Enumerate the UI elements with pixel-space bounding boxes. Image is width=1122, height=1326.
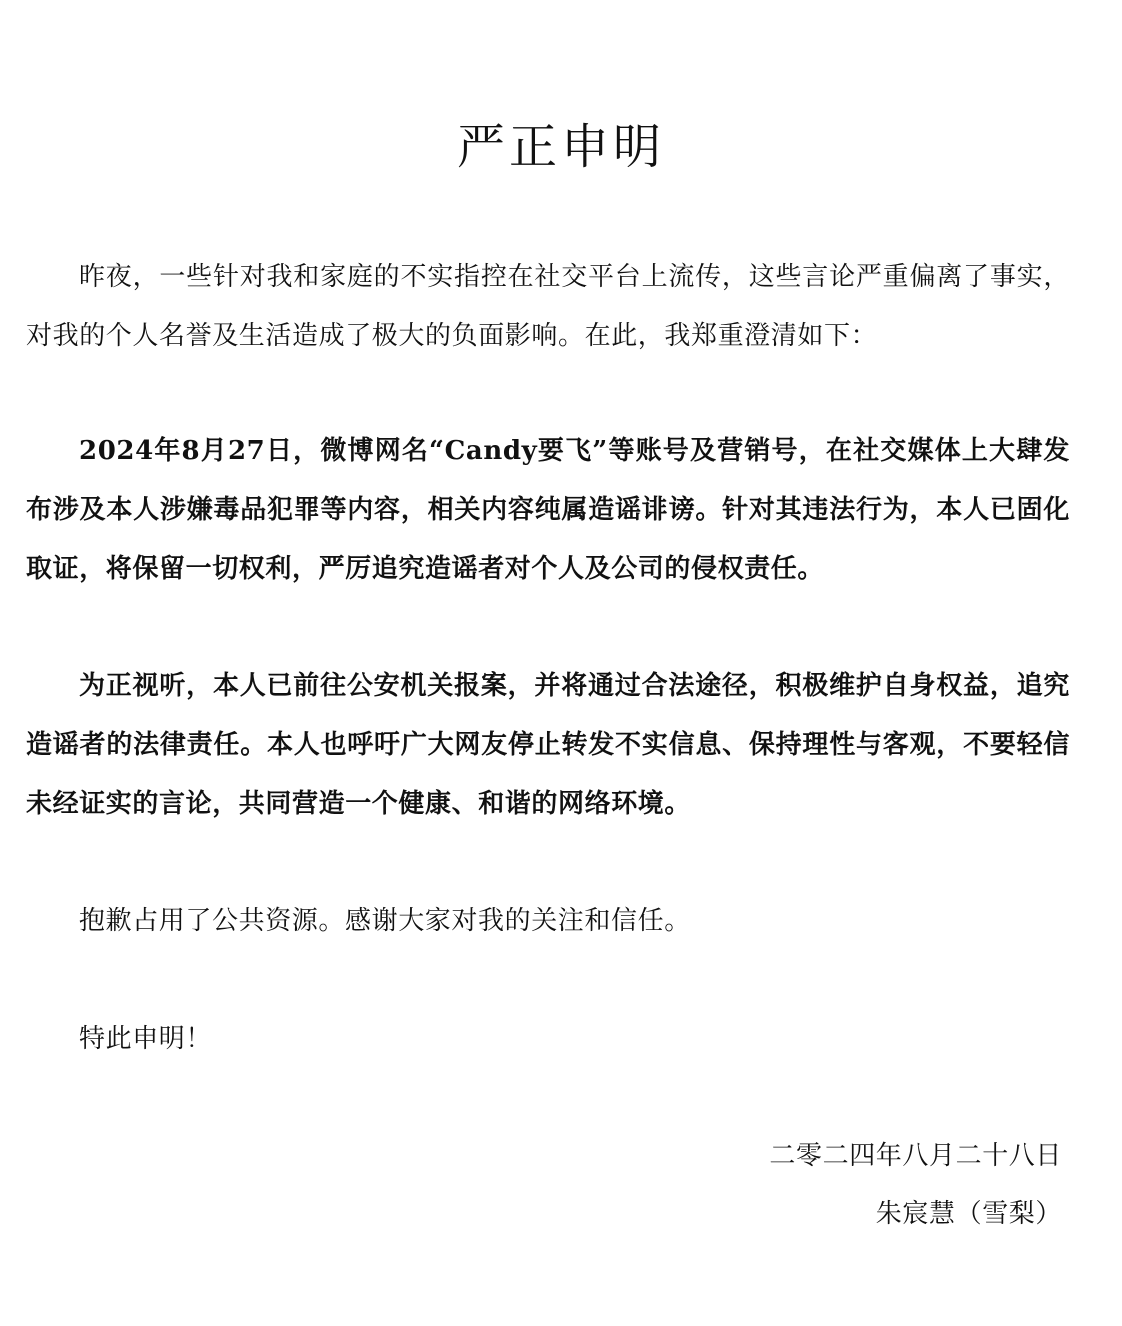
signature-name: 朱宸慧（雪梨）: [875, 1199, 1062, 1229]
paragraph-intro: 昨夜，一些针对我和家庭的不实指控在社交平台上流传，这些言论严重偏离了事实，对我的个人名誉及生活造成了极大的负面影响。在此，我郑重澄清如下：: [26, 262, 1070, 351]
document-title: 严正申明: [456, 119, 665, 175]
signature-date: 二零二四年八月二十八日: [769, 1141, 1062, 1171]
paragraph-closing: 特此申明！: [79, 1024, 213, 1054]
paragraph-rumor-details: 2024年8月27日，微博网名“Candy要飞”等账号及营销号，在社交媒体上大肆发布涉及本人涉嫌毒品犯罪等内容，相关内容纯属造谣诽谤。针对其违法行为，本人已固化取证，将保留一切权利，严厉追究造谣者对个人及公司的侵权责任。: [26, 436, 1070, 584]
paragraph-apology: 抱歉占用了公共资源。感谢大家对我的关注和信任。: [79, 906, 691, 936]
paragraph-legal-action: 为正视听，本人已前往公安机关报案，并将通过合法途径，积极维护自身权益，追究造谣者的法律责任。本人也呼吁广大网友停止转发不实信息、保持理性与客观，不要轻信未经证实的言论，共同营造一个健康、和谐的网络环境。: [26, 671, 1070, 819]
